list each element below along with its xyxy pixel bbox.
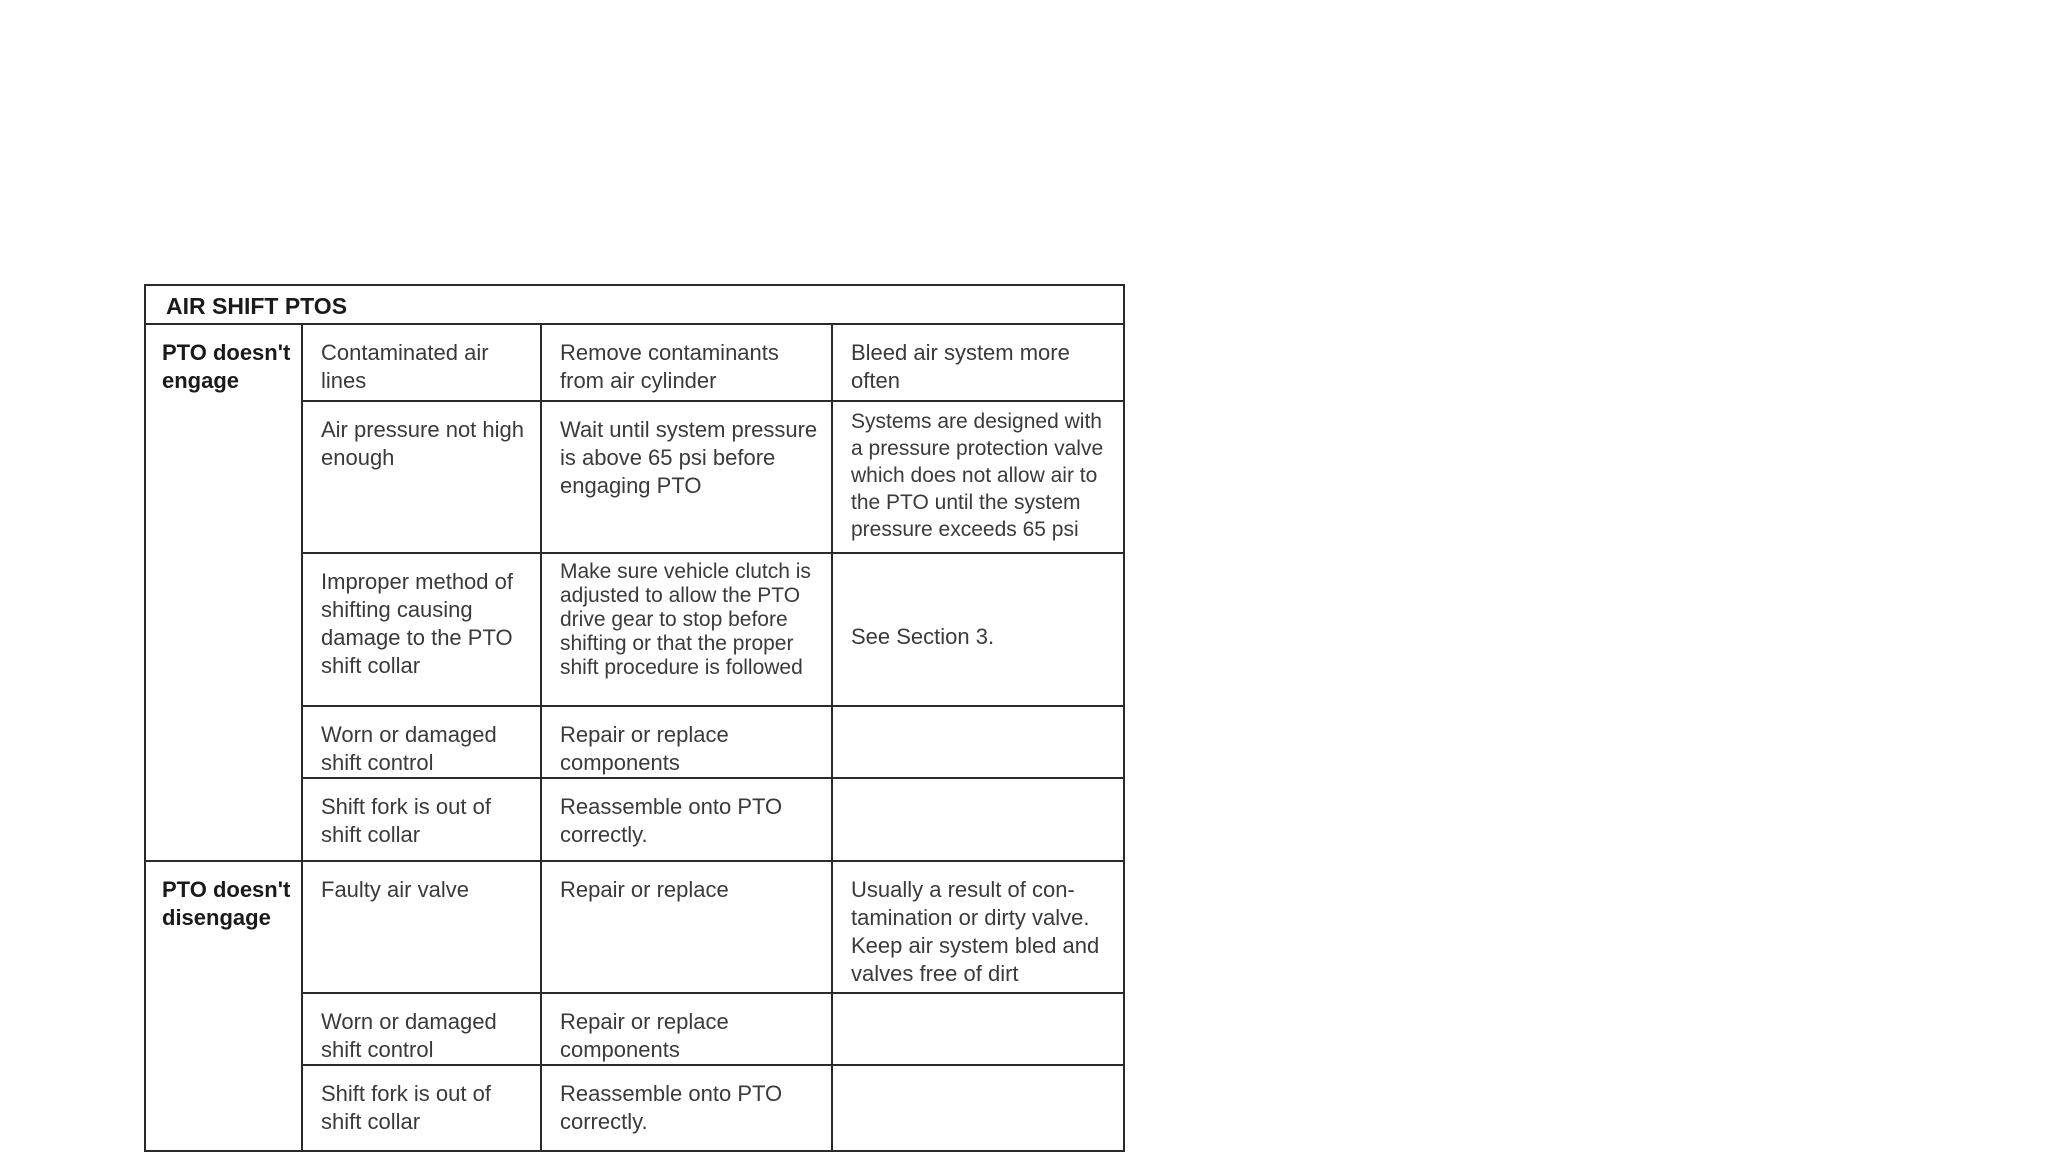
cause-cell: Worn or damaged shift control	[302, 993, 541, 1065]
note-cell	[832, 1065, 1124, 1151]
note-cell: See Section 3.	[832, 553, 1124, 706]
table-title-row	[145, 285, 1124, 324]
cause-cell: Shift fork is out of shift collar	[302, 1065, 541, 1151]
problem-cell: PTO doesn't engage	[145, 324, 302, 861]
cause-cell: Improper method of shifting causing damage to the PTO shift collar	[302, 553, 541, 706]
cause-cell: Shift fork is out of shift collar	[302, 778, 541, 861]
remedy-cell: Reassemble onto PTO correctly.	[541, 1065, 832, 1151]
table-row	[145, 324, 1124, 401]
remedy-cell: Reassemble onto PTO correctly.	[541, 778, 832, 861]
remedy-cell: Remove contaminants from air cylinder	[541, 324, 832, 401]
note-cell	[832, 993, 1124, 1065]
remedy-cell: Wait until system pressure is above 65 psi before engaging PTO	[541, 401, 832, 553]
air-shift-pto-troubleshooting-table	[144, 284, 1125, 1152]
cause-cell: Worn or damaged shift control	[302, 706, 541, 778]
remedy-cell: Make sure vehicle clutch is adjusted to allow the PTO drive gear to stop before shifting or that the proper shift procedure is followed	[541, 553, 832, 706]
note-cell: Bleed air system more often	[832, 324, 1124, 401]
note-cell: Usually a result of con-tamination or dirty valve. Keep air system bled and valves free of dirt	[832, 861, 1124, 993]
table-title: AIR SHIFT PTOS	[145, 285, 1124, 324]
cause-cell: Faulty air valve	[302, 861, 541, 993]
cause-cell: Contaminated air lines	[302, 324, 541, 401]
cause-cell: Air pressure not high enough	[302, 401, 541, 553]
note-cell	[832, 778, 1124, 861]
note-cell	[832, 706, 1124, 778]
remedy-cell: Repair or replace components	[541, 706, 832, 778]
remedy-cell: Repair or replace components	[541, 993, 832, 1065]
table-row	[145, 861, 1124, 993]
problem-cell: PTO doesn't disengage	[145, 861, 302, 1151]
remedy-cell: Repair or replace	[541, 861, 832, 993]
note-cell: Systems are designed with a pressure protection valve which does not allow air to the PTO until the system pressure exceeds 65 psi	[832, 401, 1124, 553]
